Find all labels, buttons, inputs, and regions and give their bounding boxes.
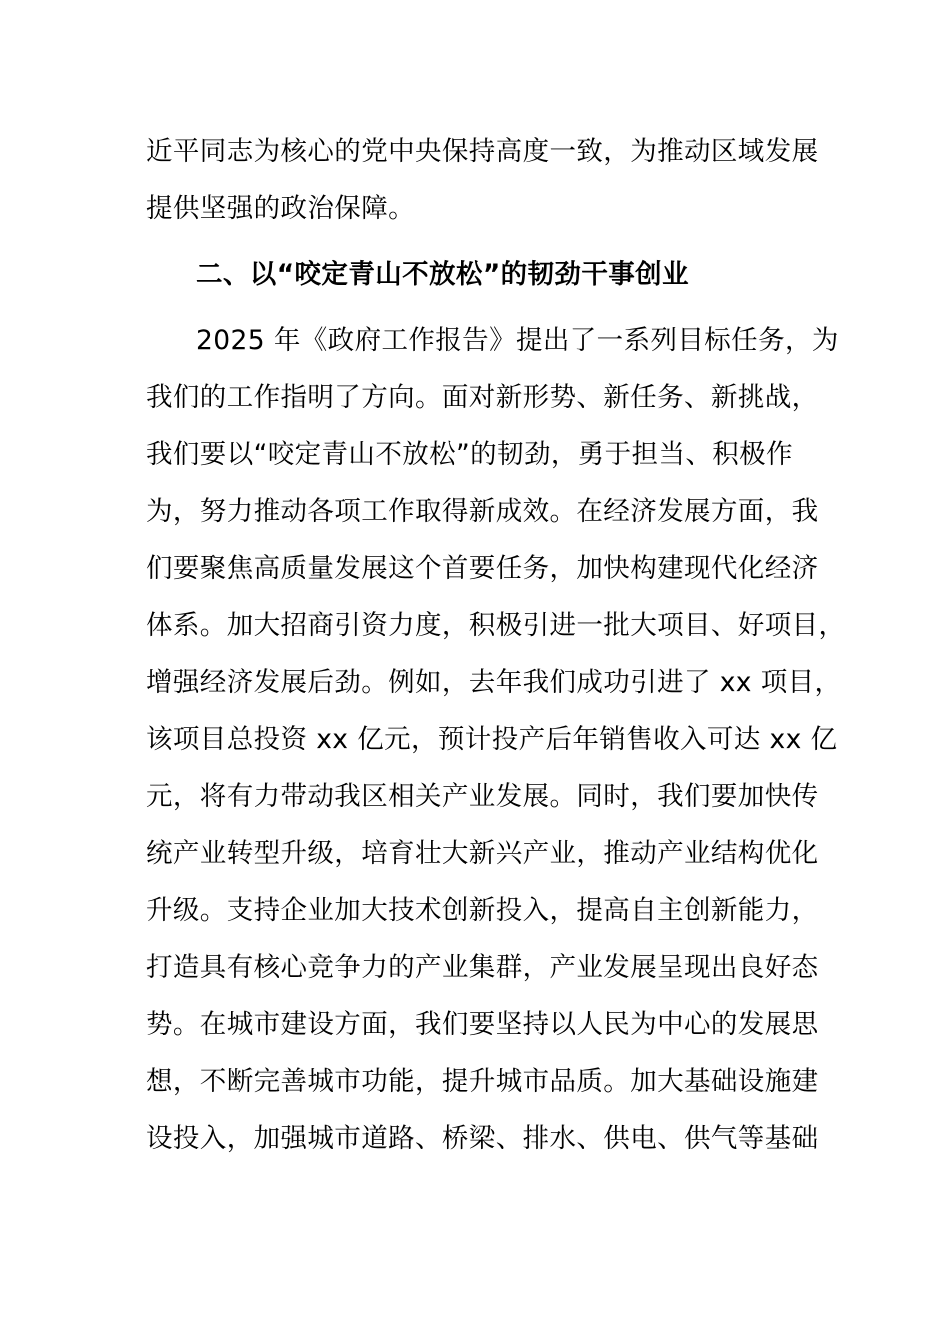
body-line: 我们要以“咬定青山不放松”的韧劲，勇于担当、积极作 — [146, 439, 793, 470]
body-line: 们要聚焦高质量发展这个首要任务，加快构建现代化经济 — [146, 553, 819, 584]
body-line: 我们的工作指明了方向。面对新形势、新任务、新挑战， — [146, 382, 819, 413]
body-line: 统产业转型升级，培育壮大新兴产业，推动产业结构优化 — [146, 838, 819, 869]
body-line: 元，将有力带动我区相关产业发展。同时，我们要加快传 — [146, 781, 819, 812]
section-heading: 二、以“咬定青山不放松”的韧劲干事创业 — [196, 259, 689, 290]
body-line: 升级。支持企业加大技术创新投入，提高自主创新能力， — [146, 895, 819, 926]
body-line: 设投入，加强城市道路、桥梁、排水、供电、供气等基础 — [146, 1123, 819, 1154]
body-line: 打造具有核心竞争力的产业集群，产业发展呈现出良好态 — [146, 952, 819, 983]
intro-line: 近平同志为核心的党中央保持高度一致，为推动区域发展 — [146, 136, 819, 167]
intro-line: 提供坚强的政治保障。 — [146, 193, 415, 224]
body-line: 增强经济发展后劲。例如，去年我们成功引进了 xx 项目， — [146, 667, 842, 698]
body-line: 体系。加大招商引资力度，积极引进一批大项目、好项目， — [146, 610, 846, 641]
body-line: 2025 年《政府工作报告》提出了一系列目标任务，为 — [196, 325, 839, 356]
body-line: 为，努力推动各项工作取得新成效。在经济发展方面，我 — [146, 496, 819, 527]
body-line: 该项目总投资 xx 亿元，预计投产后年销售收入可达 xx 亿 — [146, 724, 838, 755]
body-line: 想，不断完善城市功能，提升城市品质。加大基础设施建 — [146, 1066, 819, 1097]
body-line: 势。在城市建设方面，我们要坚持以人民为中心的发展思 — [146, 1009, 819, 1040]
